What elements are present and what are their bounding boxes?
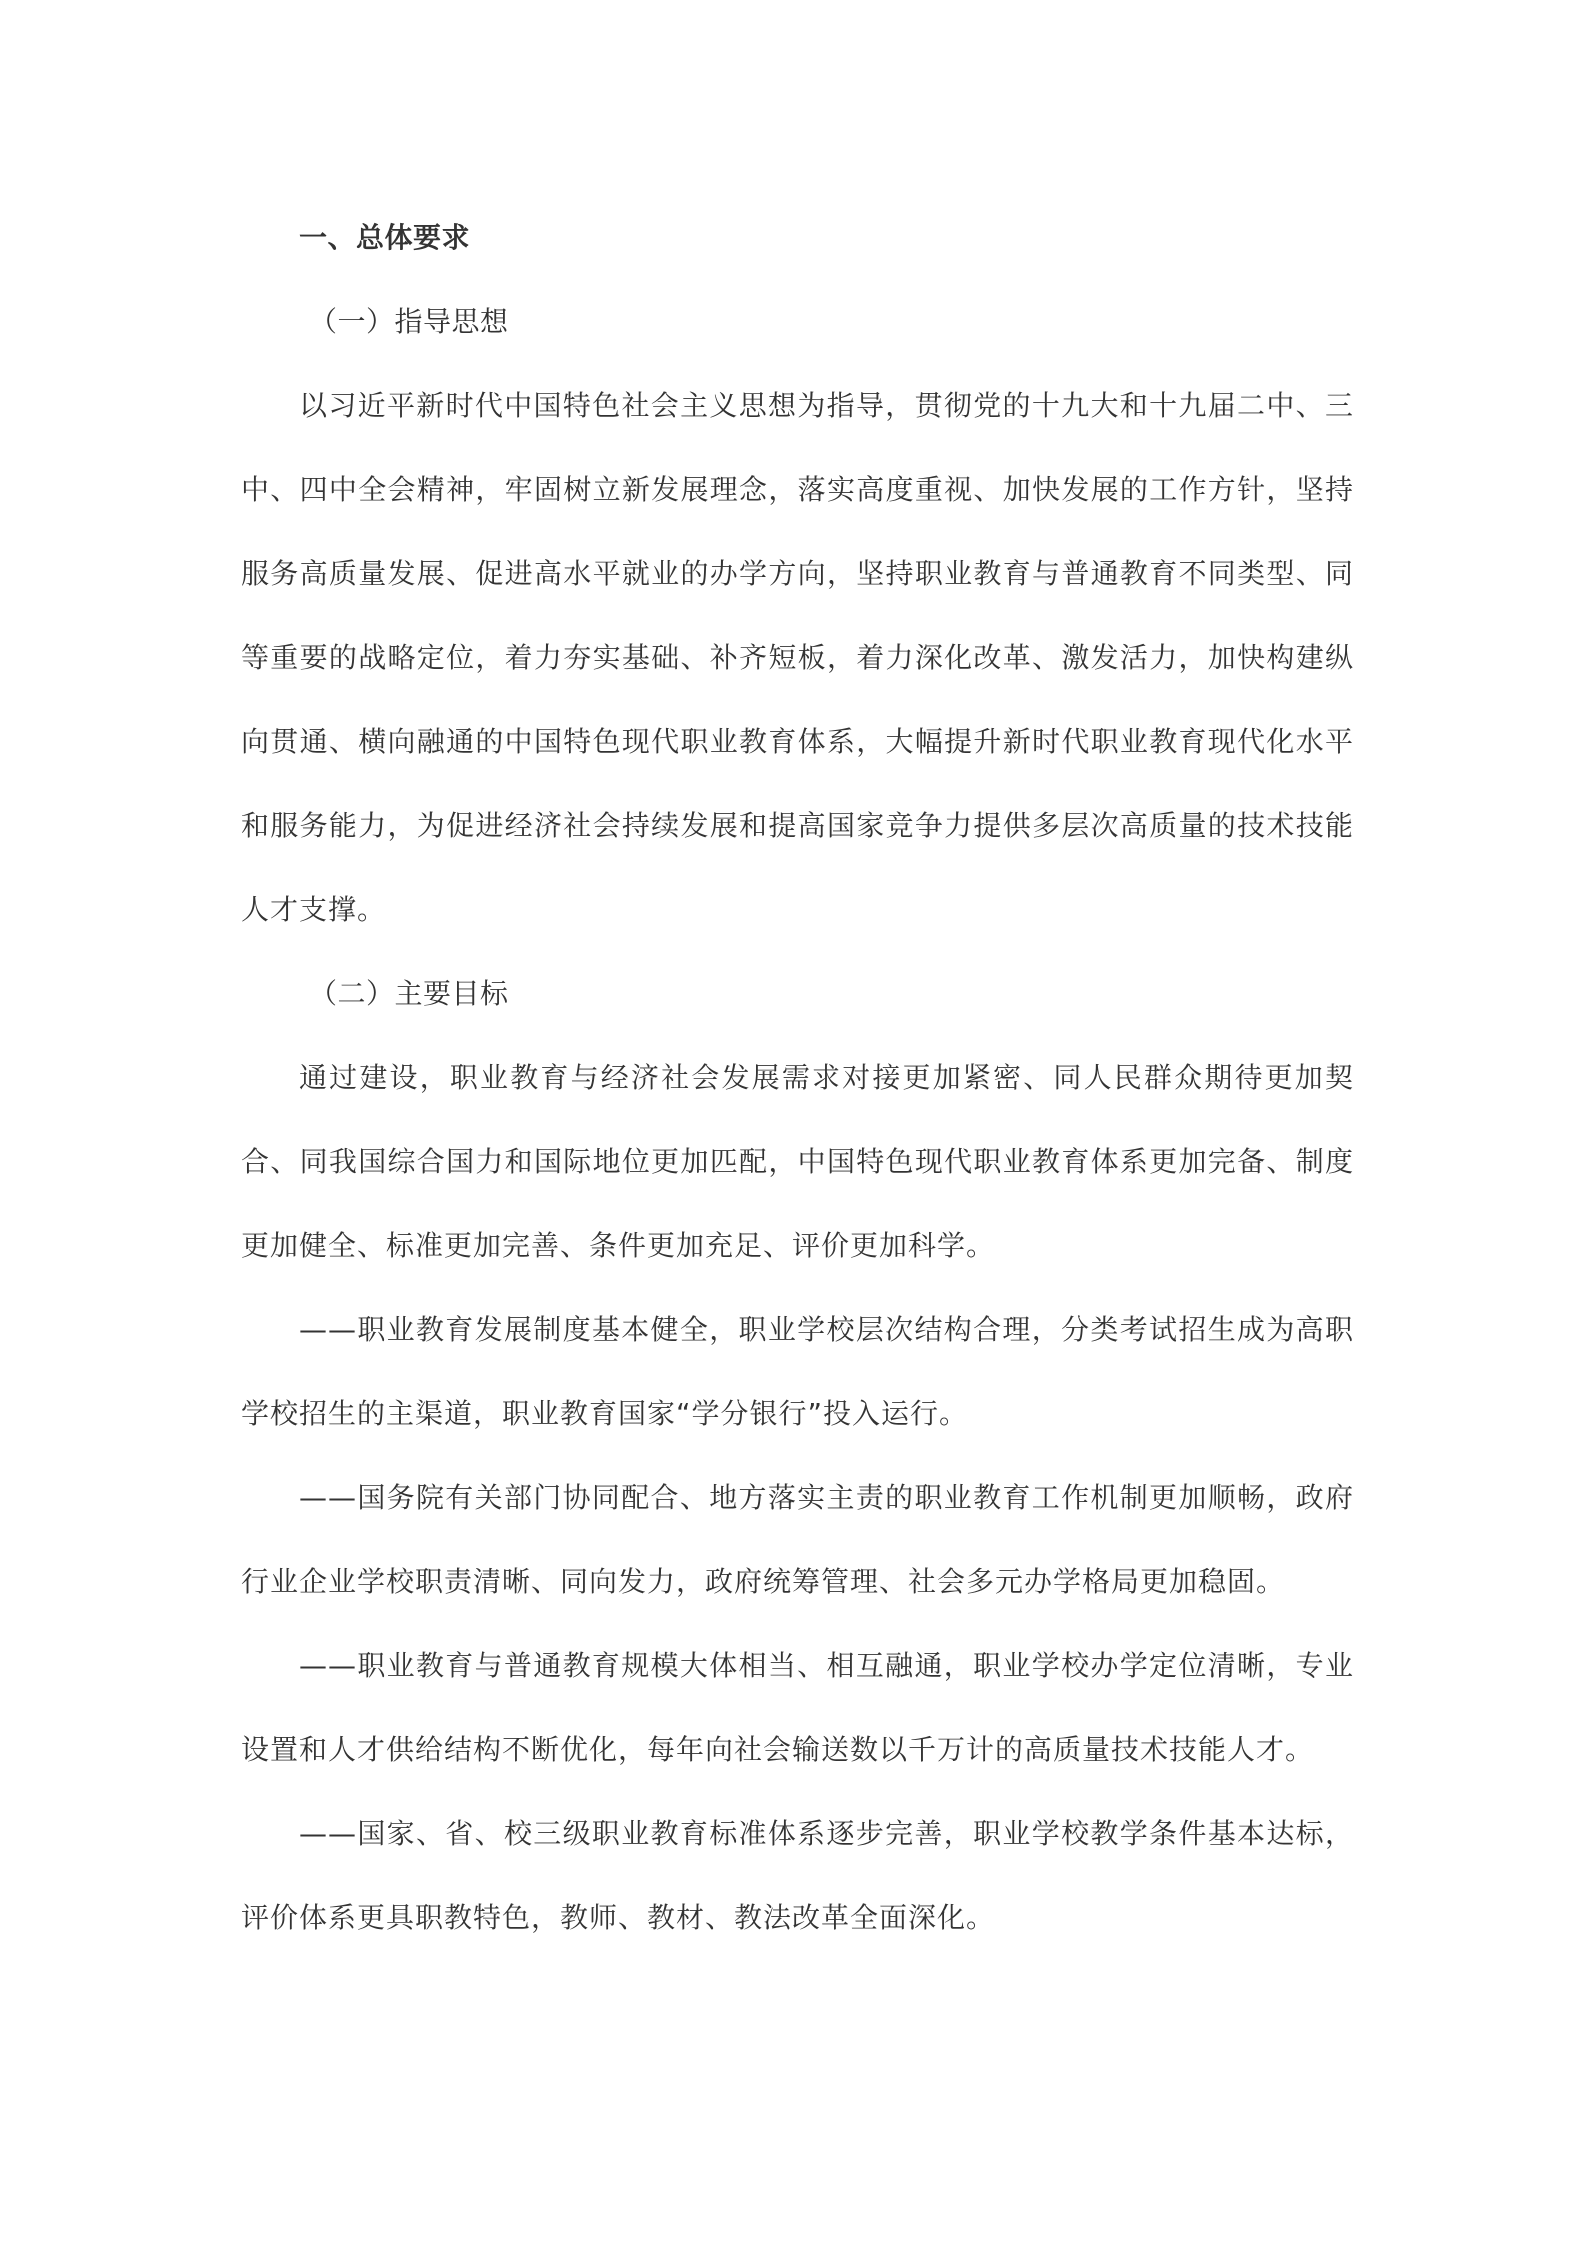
goal-item: ——国务院有关部门协同配合、地方落实主责的职业教育工作机制更加顺畅，政府行业企业学校职责清晰、同向发力，政府统筹管理、社会多元办学格局更加稳固。 bbox=[241, 1481, 1354, 1598]
main-goals-intro-paragraph: 通过建设，职业教育与经济社会发展需求对接更加紧密、同人民群众期待更加契合、同我国综合国力和国际地位更加匹配，中国特色现代职业教育体系更加完备、制度更加健全、标准更加完善、条件更加充足、评价更加科学。 bbox=[241, 1061, 1354, 1262]
document-body bbox=[241, 210, 1354, 1974]
subsection-heading-main-goals: （二）主要目标 bbox=[309, 977, 509, 1010]
goal-item: ——职业教育发展制度基本健全，职业学校层次结构合理，分类考试招生成为高职学校招生的主渠道，职业教育国家“学分银行”投入运行。 bbox=[241, 1313, 1354, 1430]
goal-item: ——国家、省、校三级职业教育标准体系逐步完善，职业学校教学条件基本达标，评价体系更具职教特色，教师、教材、教法改革全面深化。 bbox=[241, 1817, 1354, 1934]
guiding-ideology-paragraph: 以习近平新时代中国特色社会主义思想为指导，贯彻党的十九大和十九届二中、三中、四中全会精神，牢固树立新发展理念，落实高度重视、加快发展的工作方针，坚持服务高质量发展、促进高水平就业的办学方向，坚持职业教育与普通教育不同类型、同等重要的战略定位，着力夯实基础、补齐短板，着力深化改革、激发活力，加快构建纵向贯通、横向融通的中国特色现代职业教育体系，大幅提升新时代职业教育现代化水平和服务能力，为促进经济社会持续发展和提高国家竞争力提供多层次高质量的技术技能人才支撑。 bbox=[241, 389, 1354, 926]
subsection-heading-guiding-ideology: （一）指导思想 bbox=[309, 305, 509, 338]
goal-item: ——职业教育与普通教育规模大体相当、相互融通，职业学校办学定位清晰，专业设置和人才供给结构不断优化，每年向社会输送数以千万计的高质量技术技能人才。 bbox=[241, 1649, 1354, 1766]
section-heading: 一、总体要求 bbox=[299, 221, 471, 254]
